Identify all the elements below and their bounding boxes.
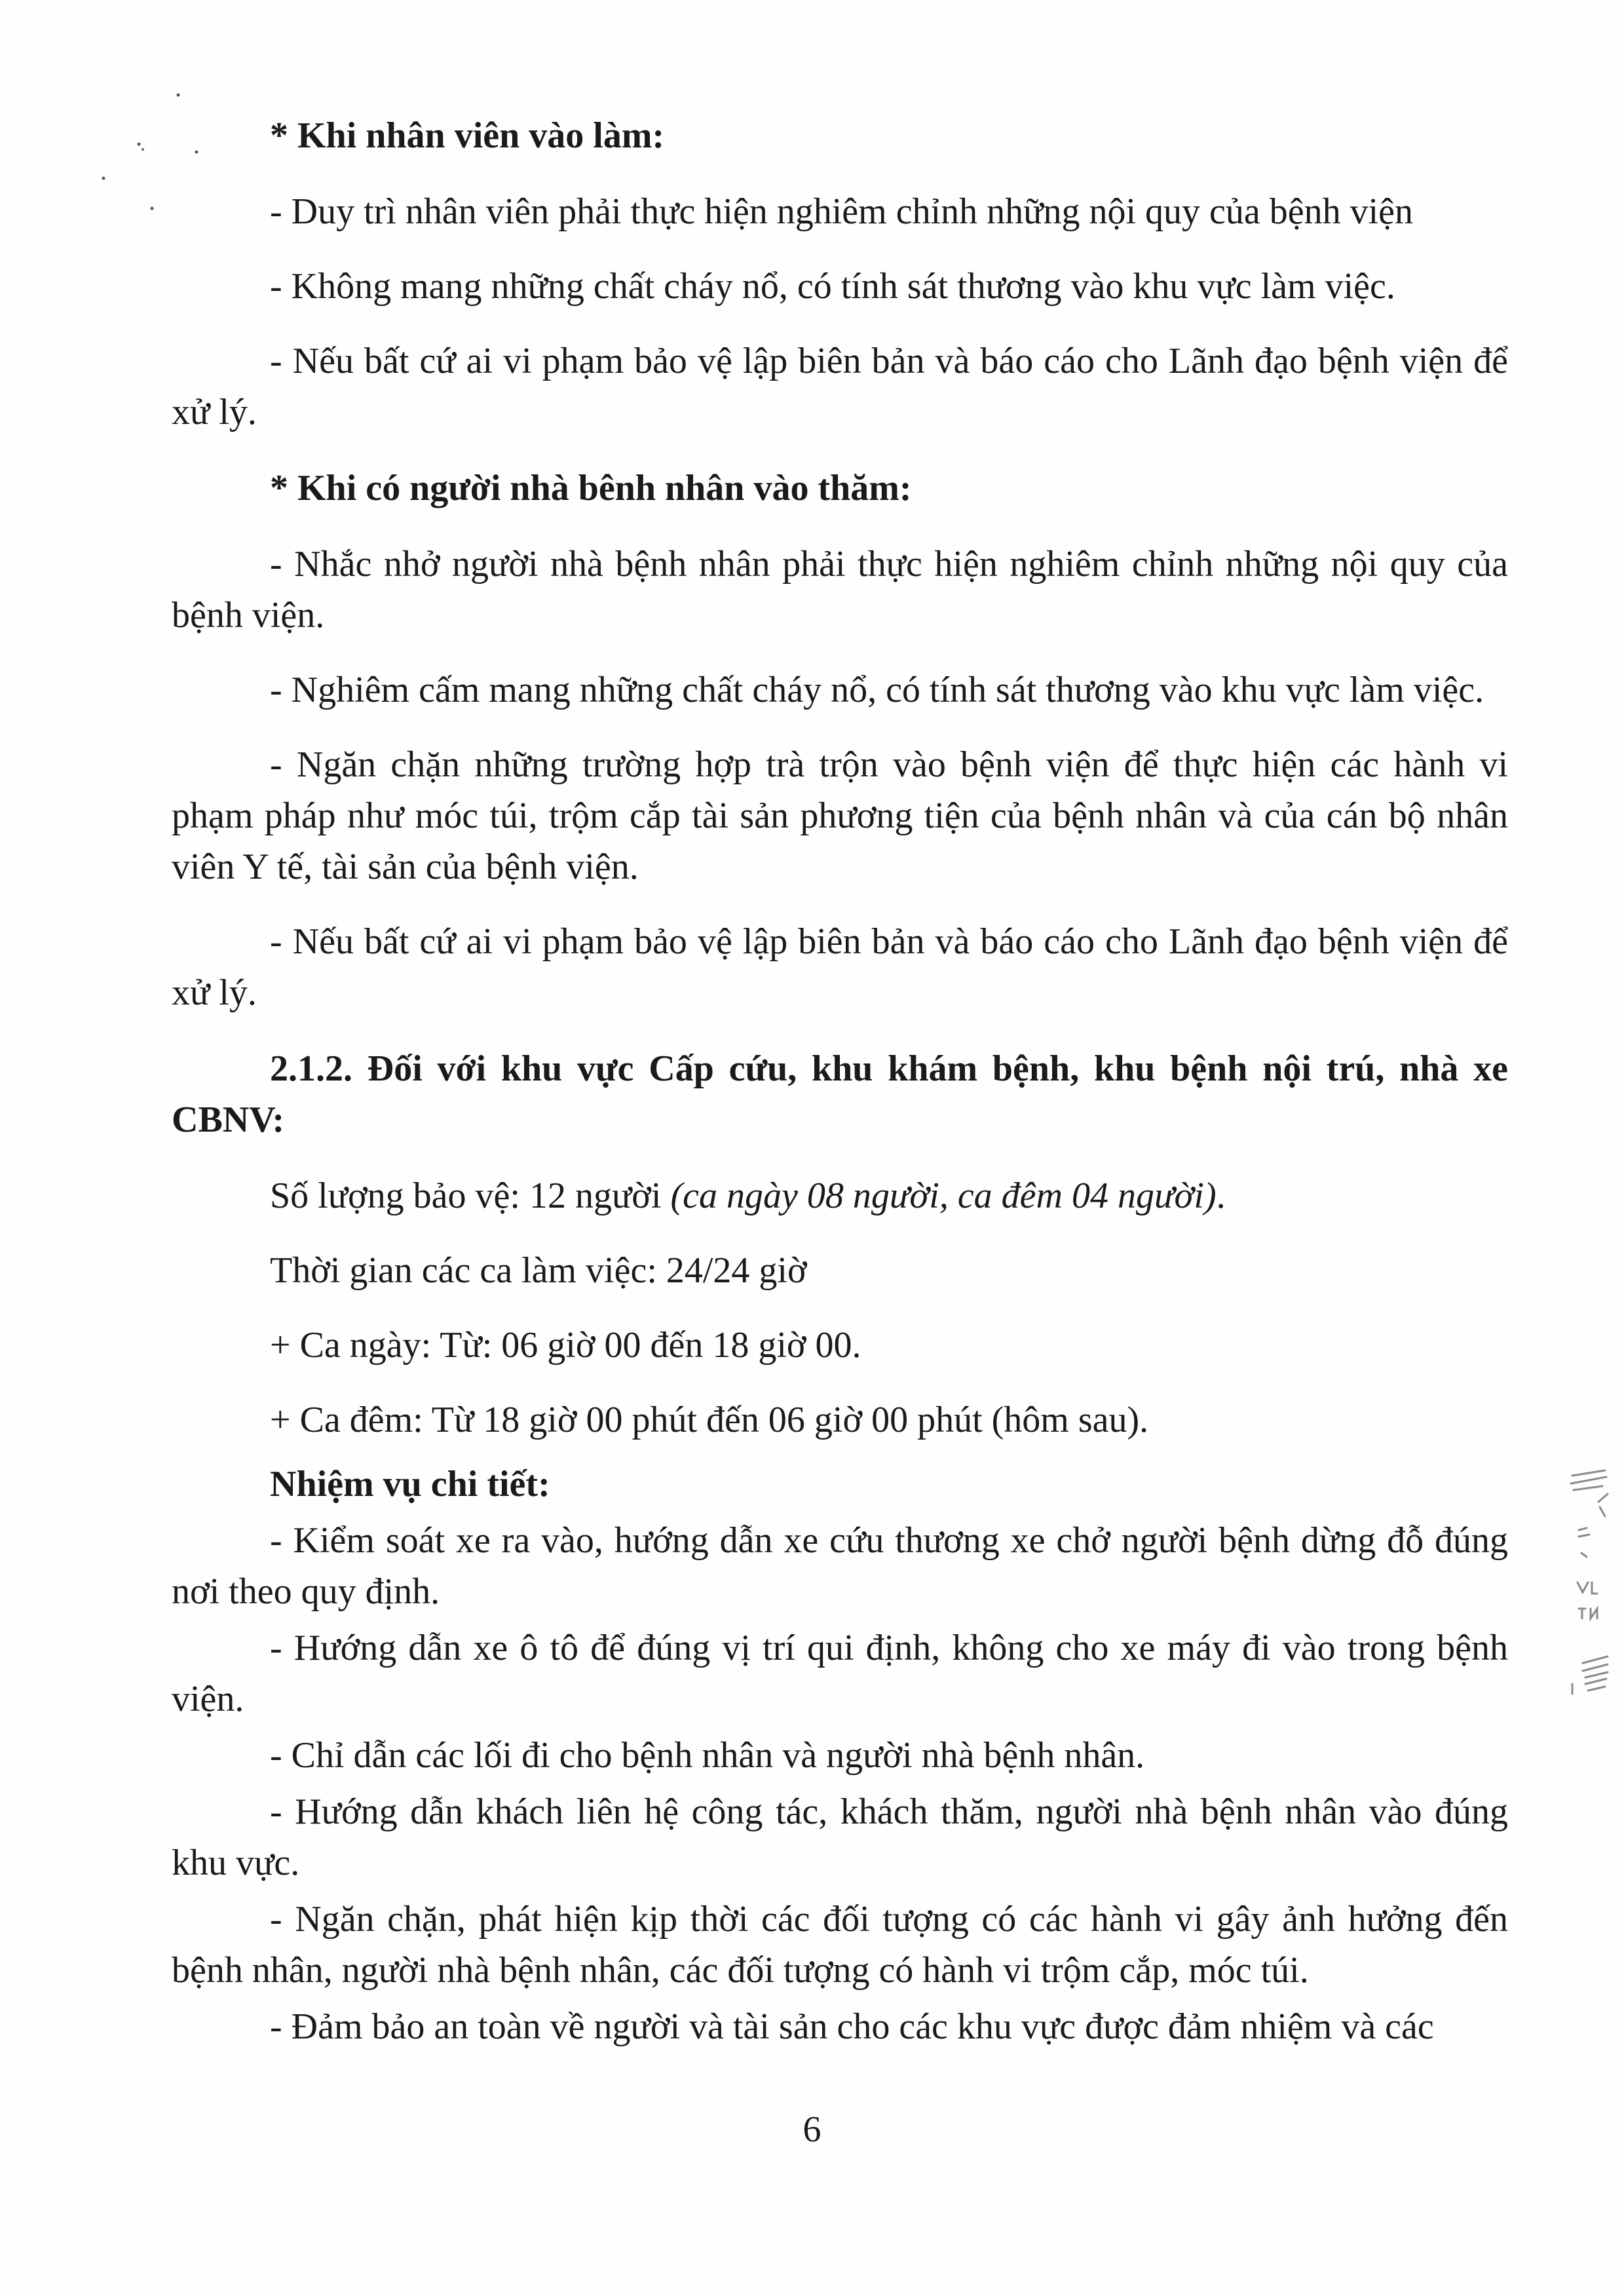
document-body (172, 110, 1508, 2052)
night-shift: + Ca đêm: Từ 18 giờ 00 phút đến 06 giờ 00 phút (hôm sau). (270, 1400, 1149, 1440)
visitor-item-4: - Nếu bất cứ ai vi phạm bảo vệ lập biên bản và báo cáo cho Lãnh đạo bệnh viện để xử lý. (172, 921, 1508, 1013)
staff-item-2: - Không mang những chất cháy nổ, có tính sát thương vào khu vực làm việc. (270, 266, 1395, 307)
staff-item-3: - Nếu bất cứ ai vi phạm bảo vệ lập biên bản và báo cáo cho Lãnh đạo bệnh viện để xử lý. (172, 341, 1508, 432)
day-shift: + Ca ngày: Từ: 06 giờ 00 đến 18 giờ 00. (270, 1325, 861, 1366)
task-item-4: - Hướng dẫn khách liên hệ công tác, khách thăm, người nhà bệnh nhân vào đúng khu vực. (172, 1791, 1508, 1883)
task-item-3: - Chỉ dẫn các lối đi cho bệnh nhân và người nhà bệnh nhân. (270, 1735, 1145, 1776)
visitor-item-1: - Nhắc nhở người nhà bệnh nhân phải thực hiện nghiêm chỉnh những nội quy của bệnh viện. (172, 544, 1508, 636)
guard-count-end: . (1216, 1176, 1226, 1216)
guard-count-detail: (ca ngày 08 người, ca đêm 04 người) (670, 1176, 1217, 1216)
section-heading: 2.1.2. Đối với khu vực Cấp cứu, khu khám bệnh, khu bệnh nội trú, nhà xe CBNV: (172, 1048, 1508, 1140)
visitor-item-3: - Ngăn chặn những trường hợp trà trộn vào bệnh viện để thực hiện các hành vi phạm pháp như móc túi, trộm cắp tài sản phương tiện của bệnh nhân và của cán bộ nhân viên Y tế, tài sản của bệnh viện. (172, 744, 1508, 887)
task-item-5: - Ngăn chặn, phát hiện kịp thời các đối tượng có các hành vi gây ảnh hưởng đến bệnh nhân, người nhà bệnh nhân, các đối tượng có hành vi trộm cắp, móc túi. (172, 1899, 1508, 1991)
heading-staff: * Khi nhân viên vào làm: (270, 115, 665, 156)
staff-item-1: - Duy trì nhân viên phải thực hiện nghiêm chỉnh những nội quy của bệnh viện (270, 191, 1413, 232)
guard-count-label: Số lượng bảo vệ: 12 người (270, 1176, 671, 1216)
shift-time: Thời gian các ca làm việc: 24/24 giờ (270, 1250, 807, 1291)
stamp-fragment (1559, 1468, 1612, 1743)
task-item-2: - Hướng dẫn xe ô tô để đúng vị trí qui định, không cho xe máy đi vào trong bệnh viện. (172, 1628, 1508, 1719)
tasks-heading: Nhiệm vụ chi tiết: (270, 1464, 550, 1504)
heading-visitors: * Khi có người nhà bênh nhân vào thăm: (270, 468, 912, 508)
task-item-1: - Kiểm soát xe ra vào, hướng dẫn xe cứu thương xe chở người bệnh dừng đỗ đúng nơi theo quy định. (172, 1520, 1508, 1612)
page-number: 6 (803, 2109, 821, 2150)
guard-count (172, 1170, 1508, 1221)
task-item-6: - Đảm bảo an toàn về người và tài sản cho các khu vực được đảm nhiệm và các (270, 2006, 1434, 2047)
visitor-item-2: - Nghiêm cấm mang những chất cháy nổ, có tính sát thương vào khu vực làm việc. (270, 670, 1484, 710)
